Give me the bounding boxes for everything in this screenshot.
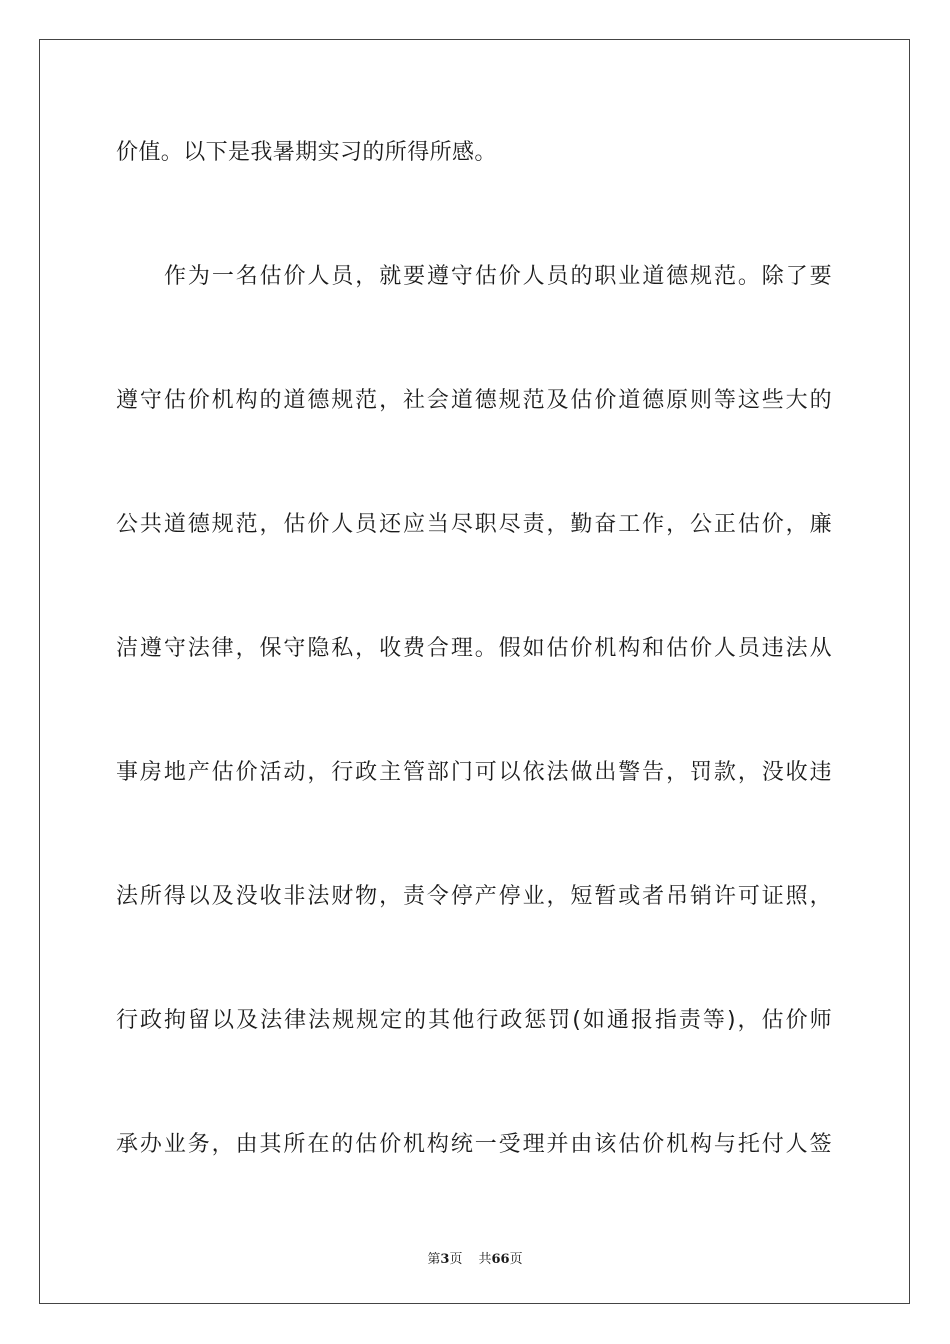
text-line-1: 价值。以下是我暑期实习的所得所感。 xyxy=(116,140,497,165)
text-line-8: 行政拘留以及法律法规规定的其他行政惩罚(如通报指责等)，估价师 xyxy=(116,1008,832,1033)
footer-total-pages: 66 xyxy=(491,1252,510,1267)
footer-page-suffix: 页 xyxy=(449,1252,463,1267)
page-border xyxy=(39,39,910,1304)
footer-total-prefix: 共 xyxy=(478,1252,492,1267)
text-line-6: 事房地产估价活动，行政主管部门可以依法做出警告，罚款，没收违 xyxy=(116,760,832,785)
text-line-3: 遵守估价机构的道德规范，社会道德规范及估价道德原则等这些大的 xyxy=(116,388,832,413)
text-line-9: 承办业务，由其所在的估价机构统一受理并由该估价机构与托付人签 xyxy=(116,1132,832,1157)
page-footer xyxy=(0,1248,950,1267)
footer-total-suffix: 页 xyxy=(509,1252,523,1267)
text-line-5: 洁遵守法律，保守隐私，收费合理。假如估价机构和估价人员违法从 xyxy=(116,636,832,661)
text-line-7: 法所得以及没收非法财物，责令停产停业，短暂或者吊销许可证照， xyxy=(116,884,832,909)
text-line-2: 作为一名估价人员，就要遵守估价人员的职业道德规范。除了要 xyxy=(164,264,832,289)
footer-page-number: 3 xyxy=(440,1252,450,1267)
text-line-4: 公共道德规范，估价人员还应当尽职尽责，勤奋工作，公正估价，廉 xyxy=(116,512,832,537)
footer-page-prefix: 第 xyxy=(427,1252,441,1267)
